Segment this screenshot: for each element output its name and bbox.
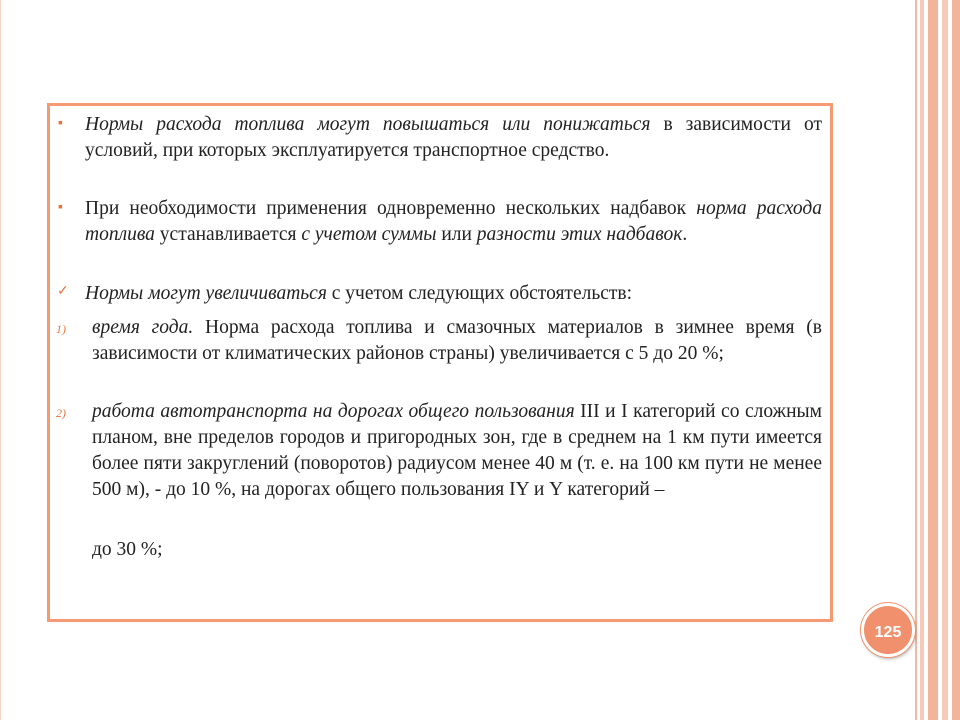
- bullet-square-icon: ▪: [58, 200, 63, 215]
- numbered-2-continuation: до 30 %;: [92, 539, 163, 560]
- bullet-2-plain-d: .: [682, 224, 688, 245]
- bullet-1-italic: Нормы расхода топлива могут повышаться или понижаться: [85, 114, 651, 135]
- bullet-2-italic-b: с учетом суммы: [301, 224, 437, 245]
- numbered-2-italic: работа автотранспорта на дорогах общего пользования: [92, 401, 575, 422]
- checkmark-icon: ✓: [57, 284, 69, 299]
- bullet-2-plain-b: устанавливается: [154, 224, 302, 245]
- numbered-text-2: [92, 399, 822, 503]
- bullet-1-plain: в зависимости от условий, при которых эксплуатируется транспортное средство.: [85, 114, 822, 161]
- page-number-badge: 125: [861, 603, 915, 657]
- bullet-2-italic-a: норма расхода топлива: [85, 198, 822, 245]
- bullet-text-1: [85, 112, 822, 164]
- bullet-2-plain-a: При необходимости применения одновременно нескольких надбавок: [85, 198, 697, 219]
- numbered-1-plain: Норма расхода топлива и смазочных материалов в зимнее время (в зависимости от климатических районов страны) увеличивается с 5 до 20 %;: [92, 317, 822, 364]
- number-marker-1: 1): [56, 322, 66, 336]
- numbered-2-plain: III и I категорий со сложным планом, вне пределов городов и пригородных зон, где в среднем на 1 км пути имеется более пяти закруглений (поворотов) радиусом менее 40 м (т. е. на 100 км пути не менее 500 м), - до 10 %, на дорогах общего пользования IY и Y категорий –: [92, 401, 822, 500]
- bullet-square-icon: ▪: [58, 116, 63, 131]
- bullet-2-plain-c: или: [436, 224, 477, 245]
- number-marker-2: 2): [56, 406, 66, 420]
- bullet-3-italic: Нормы могут увеличиваться: [85, 283, 327, 304]
- numbered-text-1: [92, 315, 822, 367]
- bullet-text-3: [85, 281, 822, 307]
- numbered-1-italic: время года.: [92, 317, 194, 338]
- bullet-text-2: [85, 196, 822, 248]
- bullet-3-plain: с учетом следующих обстоятельств:: [326, 283, 633, 304]
- decorative-stripes: [920, 0, 960, 720]
- bullet-2-italic-c: разности этих надбавок: [476, 224, 683, 245]
